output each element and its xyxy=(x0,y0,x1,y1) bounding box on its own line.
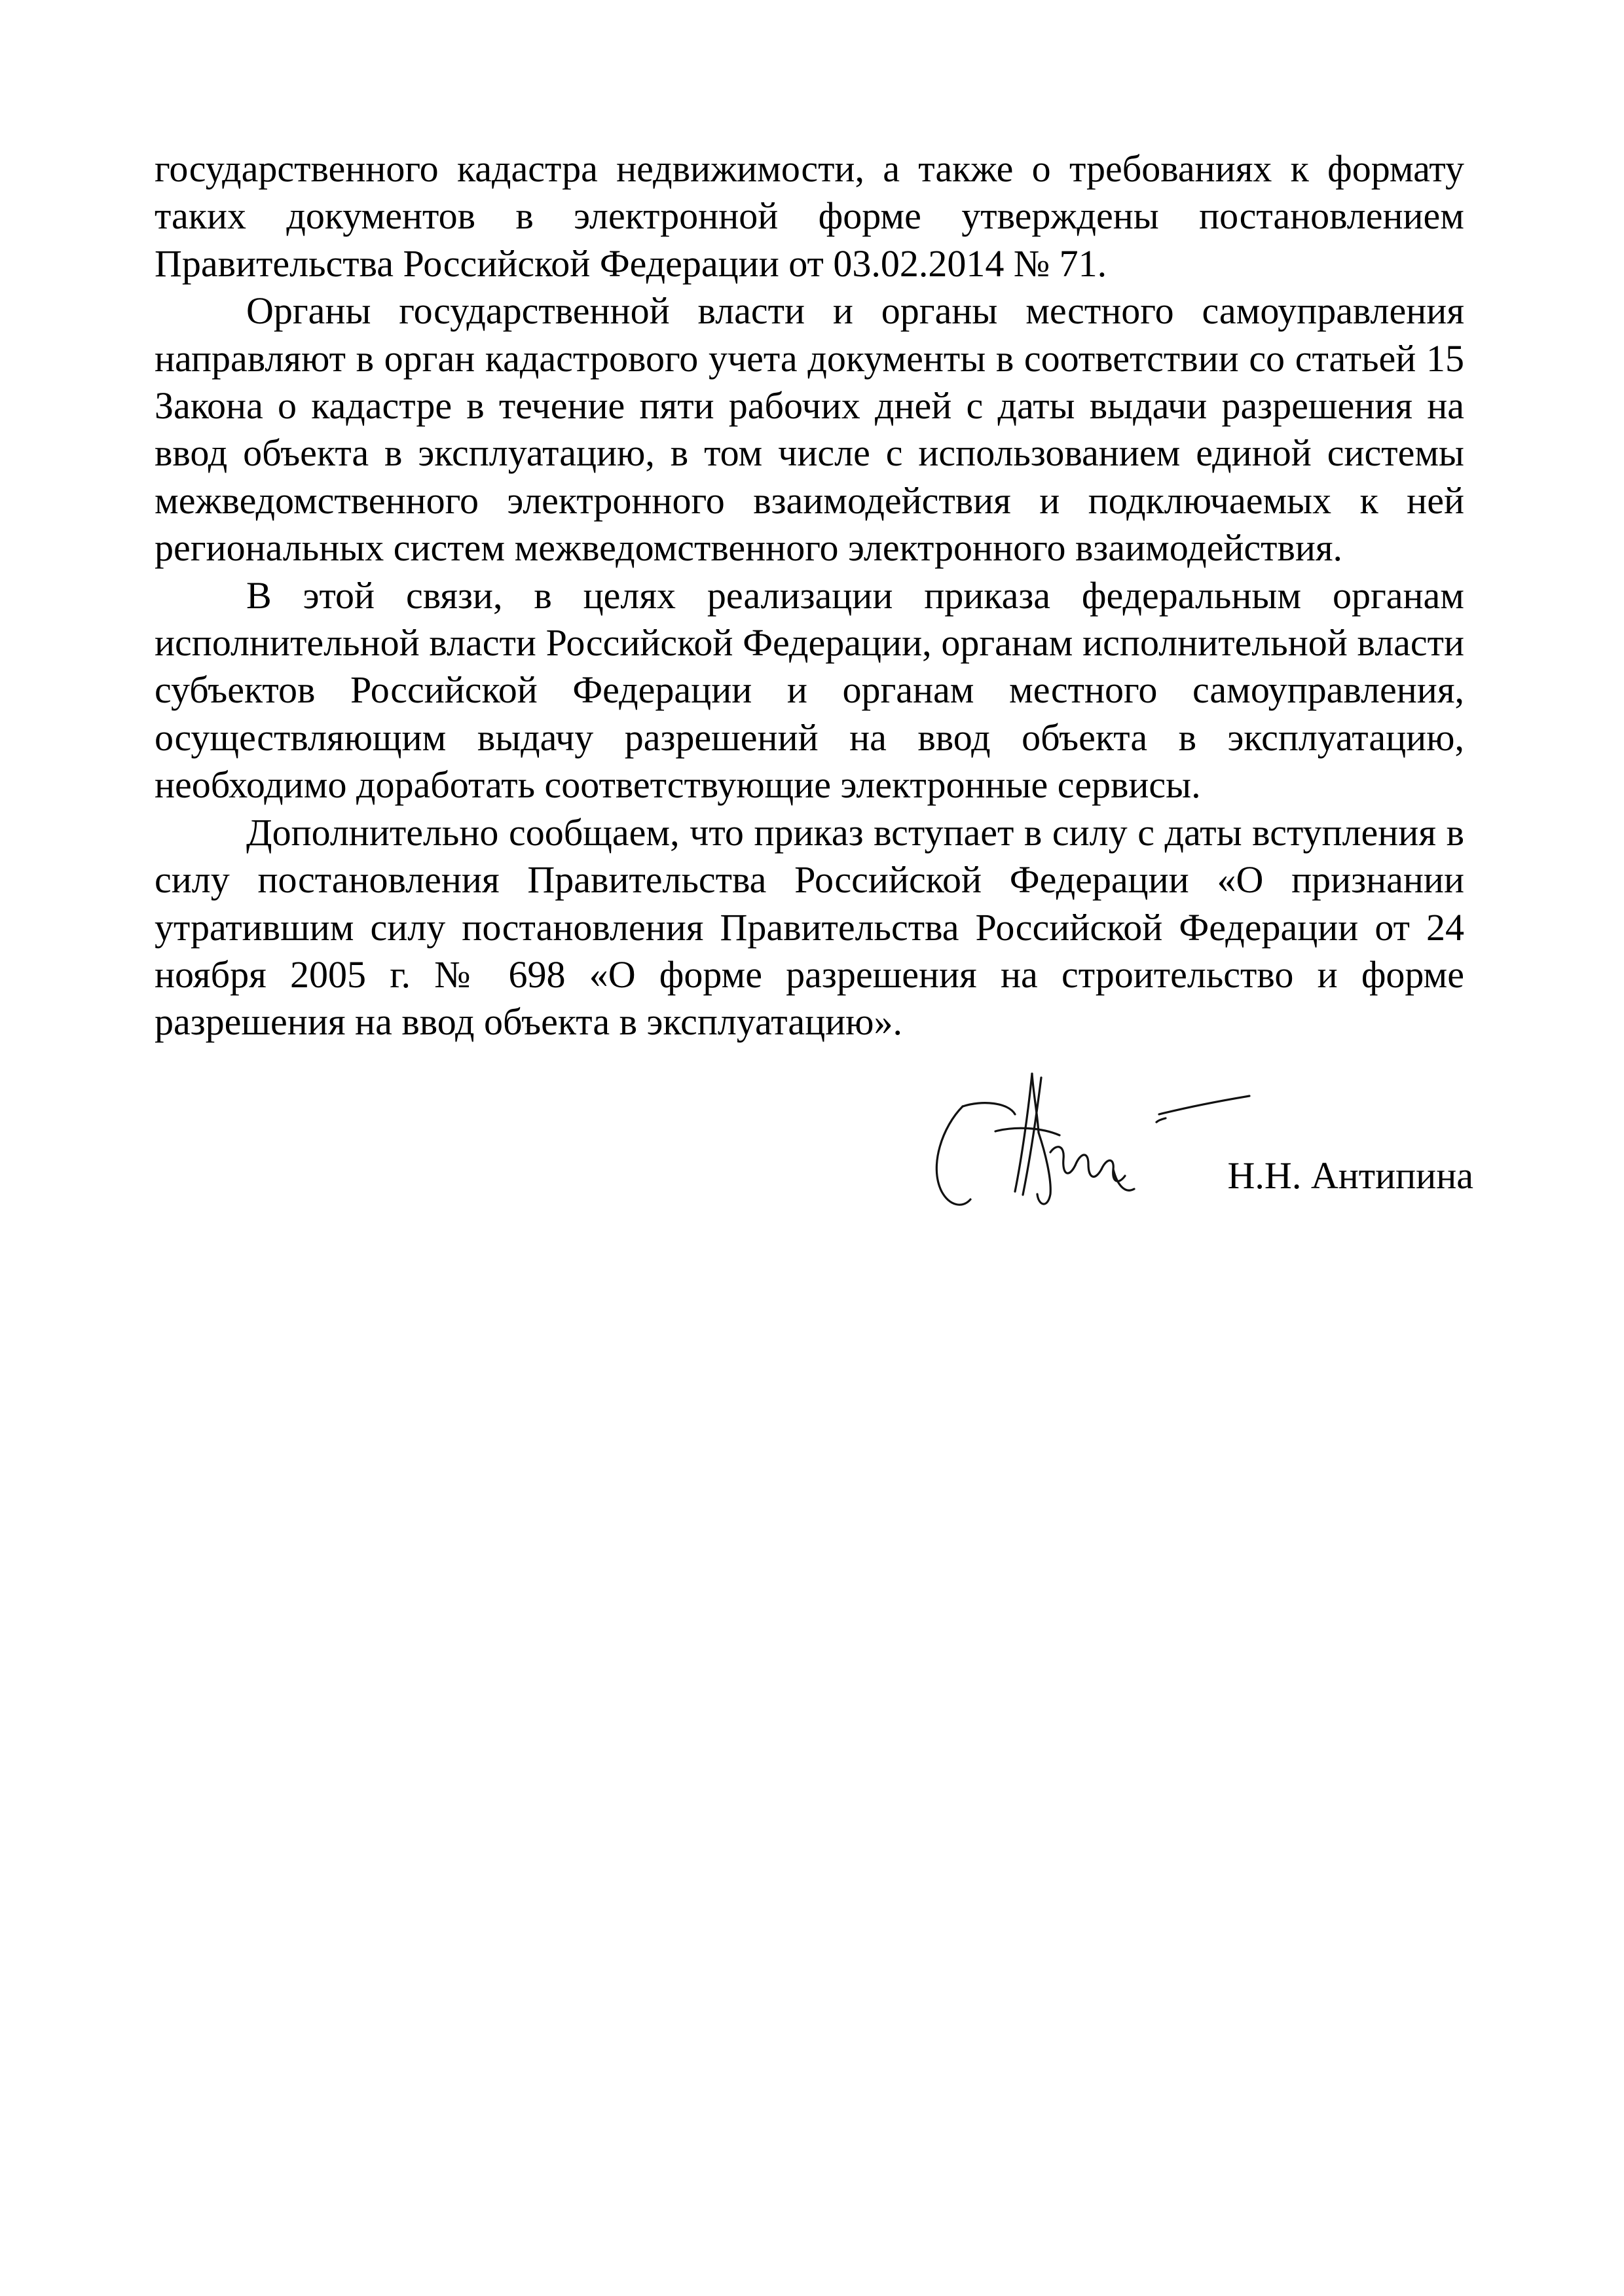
signer-name: Н.Н. Антипина xyxy=(1227,1154,1473,1197)
paragraph-continuation: государственного кадастра недвижимости, а также о требованиях к формату таких документов в электронной форме утверждены постановлением Правительства Российской Федерации от 03.02.2014 № 71. xyxy=(155,147,1464,285)
paragraph-effective-date: Дополнительно сообщаем, что приказ вступает в силу с даты вступления в силу постановления Правительства Российской Федерации «О признании утратившим силу постановления Правительства Российской Федерации от 24 ноября 2005 г. № 698 «О форме разрешения на строительство и форме разрешения на ввод объекта в эксплуатацию». xyxy=(155,811,1464,1044)
paragraph-documents-submission: Органы государственной власти и органы местного самоуправления направляют в орган кадастрового учета документы в соответствии со статьей 15 Закона о кадастре в течение пяти рабочих дней с даты выдачи разрешения на ввод объекта в эксплуатацию, в том числе с использованием единой системы межведомственного электронного взаимодействия и подключаемых к ней региональных систем межведомственного электронного взаимодействия. xyxy=(155,289,1464,570)
paragraph-electronic-services: В этой связи, в целях реализации приказа федеральным органам исполнительной власти Российской Федерации, органам исполнительной власти субъектов Российской Федерации и органам местного самоуправления, осуществляющим выдачу разрешений на ввод объекта в эксплуатацию, необходимо доработать соответствующие электронные сервисы. xyxy=(155,574,1464,807)
letter-body xyxy=(155,145,1464,1046)
